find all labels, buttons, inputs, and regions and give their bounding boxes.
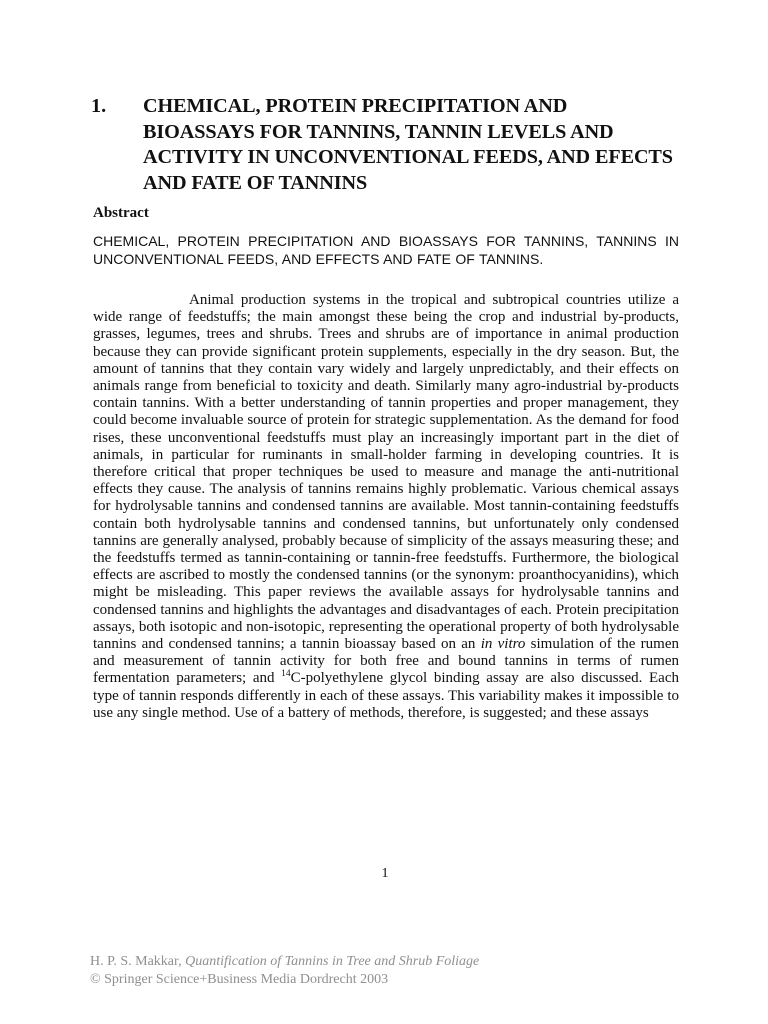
abstract-body-text: Animal production systems in the tropical and subtropical countries utilize a wide range of feedstuffs; the main amongst these being the crop and industrial by-products, grasses, legumes, trees and shrubs. Trees and shrubs are of importance in animal production because they can provide significant protein supplements, especially in the dry season. But, the amount of tannins that they contain vary widely and largely unpredictably, and their effects on animals range from beneficial to toxicity and death. Similarly many agro-industrial by-products contain tannins. With a better understanding of tannin properties and proper management, they could become invaluable source of protein for strategic supplementation. As the demand for food rises, these unconventional feedstuffs must play an increasingly important part in the diet of animals, in particular for ruminants in small-holder farming in developing countries. It is therefore critical that proper techniques be used to measure and manage the anti-nutritional effects they cause. The analysis of tannins remains highly problematic. Various chemical assays for hydrolysable tannins and condensed tannins are available. Most tannin-containing feedstuffs contain both hydrolysable tannins and condensed tannins, but unfortunately only condensed tannins are generally analysed, probably because of simplicity of the assays measuring these; and the feedstuffs termed as tannin-containing or tannin-free feedstuffs. Furthermore, the biological effects are ascribed to mostly the condensed tannins (or the synonym: proanthocyanidins), which might be misleading. This paper reviews the available assays for hydrolysable tannins and condensed tannins and highlights the advantages and disadvantages of each. Protein precipitation assays, both isotopic and non-isotopic, representing the operational property of both hydrolysable tannins and condensed tannins; a tannin bioassay based on an [93, 292, 679, 653]
abstract-body-text: simulation of the rumen and measurement of tannin activity for both free and bound tannins in terms of rumen fermentation parameters; and [93, 636, 679, 687]
chapter-title: CHEMICAL, PROTEIN PRECIPITATION AND BIOASSAYS FOR TANNINS, TANNIN LEVELS AND ACTIVITY IN UNCONVENTIONAL FEEDS, AND EFECTS AND FATE OF TANNINS [143, 95, 673, 194]
chapter-heading [91, 94, 681, 196]
citation-line [90, 953, 479, 971]
abstract-label: Abstract [93, 205, 149, 221]
copyright-line: © Springer Science+Business Media Dordrecht 2003 [90, 972, 389, 987]
page-number [0, 866, 768, 882]
isotope-superscript: 14 [281, 669, 291, 680]
footer-book-title: Quantification of Tannins in Tree and Shrub Foliage [185, 954, 480, 969]
chapter-number: 1. [91, 95, 107, 117]
abstract-body-italic: in vitro [480, 636, 526, 653]
abstract-body-text: C-polyethylene glycol binding assay are also discussed. Each type of tannin responds differently in each of these assays. This variability makes it impossible to use any single method. Use of a battery of methods, therefore, is suggested; and these assays [93, 670, 679, 721]
abstract-body [93, 292, 679, 722]
page-number-value: 1 [381, 866, 389, 881]
abstract-subtitle: CHEMICAL, PROTEIN PRECIPITATION AND BIOASSAYS FOR TANNINS, TANNINS IN UNCONVENTIONAL FEEDS, AND EFFECTS AND FATE OF TANNINS. [93, 233, 679, 267]
footer-author: H. P. S. Makkar, [90, 954, 186, 969]
publication-footer [90, 953, 479, 989]
